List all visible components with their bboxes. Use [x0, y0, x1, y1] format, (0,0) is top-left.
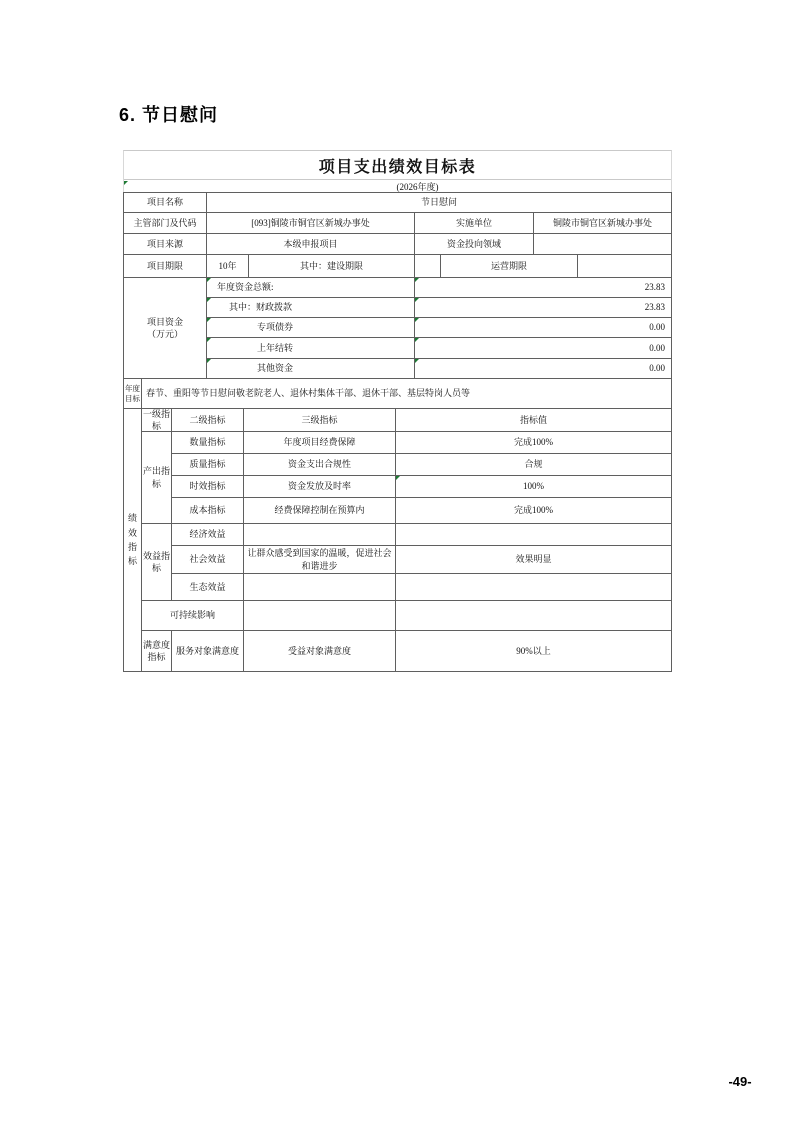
cell-indicator-secondary: 经济效益 — [172, 524, 243, 545]
cell-note-marker-icon — [207, 338, 211, 342]
fund-row-name-text: 专项债券 — [257, 322, 294, 333]
cell-annual-goal-label: 年度目标 — [124, 379, 141, 408]
cell-fund-field — [534, 234, 671, 254]
cell-satisfaction-label: 满意度指标 — [142, 631, 171, 671]
cell-note-marker-icon — [207, 318, 211, 322]
cell-implement-unit-label: 实施单位 — [415, 213, 533, 233]
cell-source: 本级申报项目 — [207, 234, 414, 254]
page-number: -49- — [728, 1074, 752, 1089]
table-title-block — [123, 150, 672, 192]
cell-indicators-side-label: 绩效指标 — [124, 409, 141, 671]
cell-duration: 10年 — [207, 255, 248, 277]
fund-row-name-text: 年度资金总额: — [217, 282, 274, 293]
fund-row-name-text: 上年结转 — [257, 342, 294, 353]
cell-indicator-secondary: 数量指标 — [172, 432, 243, 453]
cell-fund-row-name — [207, 318, 414, 337]
cell-benefit-label: 效益指标 — [142, 524, 171, 600]
cell-indicator-value: 90%以上 — [396, 631, 671, 671]
cell-department-label: 主管部门及代码 — [124, 213, 206, 233]
cell-indicator-tertiary: 让群众感受到国家的温暖，促进社会和谐进步 — [244, 546, 395, 573]
cell-note-marker-icon — [415, 318, 419, 322]
cell-fund-row-value — [415, 338, 671, 358]
cell-duration-label: 项目期限 — [124, 255, 206, 277]
cell-department: [093]铜陵市铜官区新城办事处 — [207, 213, 414, 233]
cell-note-marker-icon — [415, 338, 419, 342]
cell-indicator-value — [396, 524, 671, 545]
cell-fund-row-value — [415, 298, 671, 317]
cell-indicator-secondary: 社会效益 — [172, 546, 243, 573]
fund-row-value-text: 0.00 — [649, 363, 665, 374]
cell-indicator-tertiary — [244, 601, 395, 630]
cell-annual-goal-text: 春节、重阳等节日慰问敬老院老人、退休村集体干部、退休干部、基层特岗人员等 — [142, 379, 671, 408]
cell-fund-row-value — [415, 318, 671, 337]
cell-operation-label: 运营期限 — [441, 255, 577, 277]
cell-header-level2: 二级指标 — [172, 409, 243, 431]
table-subtitle — [124, 180, 671, 192]
cell-indicator-tertiary: 年度项目经费保障 — [244, 432, 395, 453]
cell-indicator-secondary: 时效指标 — [172, 476, 243, 497]
cell-project-name: 节日慰问 — [207, 193, 671, 212]
cell-fund-field-label: 资金投向领域 — [415, 234, 533, 254]
cell-construction — [415, 255, 440, 277]
cell-indicator-value: 效果明显 — [396, 546, 671, 573]
cell-project-name-label: 项目名称 — [124, 193, 206, 212]
cell-sustainable-label: 可持续影响 — [142, 601, 243, 630]
cell-fund-row-name — [207, 298, 414, 317]
cell-indicator-tertiary — [244, 574, 395, 600]
cell-indicator-tertiary: 资金支出合规性 — [244, 454, 395, 475]
fund-row-name-text: 其中：财政拨款 — [229, 302, 293, 313]
cell-construction-label: 其中：建设期限 — [249, 255, 414, 277]
cell-fund-row-name — [207, 338, 414, 358]
cell-indicator-value: 完成100% — [396, 432, 671, 453]
fund-row-value-text: 0.00 — [649, 322, 665, 333]
performance-target-table — [123, 192, 672, 672]
fund-row-name-text: 其他资金 — [257, 363, 294, 374]
cell-indicator-value — [396, 574, 671, 600]
cell-operation — [578, 255, 671, 277]
section-heading: 6. 节日慰问 — [119, 105, 219, 125]
cell-indicator-secondary: 成本指标 — [172, 498, 243, 523]
cell-note-marker-icon — [207, 298, 211, 302]
cell-indicator-value: 完成100% — [396, 498, 671, 523]
fund-row-value-text: 0.00 — [649, 342, 665, 353]
cell-note-marker-icon — [207, 278, 211, 282]
cell-implement-unit: 铜陵市铜官区新城办事处 — [534, 213, 671, 233]
cell-fund-row-value — [415, 278, 671, 297]
fund-row-value-text: 23.83 — [644, 302, 665, 313]
table-subtitle-text: (2026年度) — [396, 181, 439, 192]
cell-indicator-tertiary: 资金发放及时率 — [244, 476, 395, 497]
cell-note-marker-icon — [396, 476, 400, 480]
cell-indicator-secondary: 质量指标 — [172, 454, 243, 475]
cell-note-marker-icon — [415, 298, 419, 302]
cell-header-level1: 一级指标 — [142, 409, 170, 431]
cell-output-label: 产出指标 — [142, 432, 171, 523]
cell-header-value: 指标值 — [396, 409, 671, 431]
cell-fund-row-name — [207, 278, 414, 297]
table-title: 项目支出绩效目标表 — [124, 151, 671, 180]
cell-indicator-secondary: 生态效益 — [172, 574, 243, 600]
cell-note-marker-icon — [207, 359, 211, 363]
cell-note-marker-icon — [415, 359, 419, 363]
cell-source-label: 项目来源 — [124, 234, 206, 254]
cell-indicator-value — [396, 476, 671, 497]
fund-row-value-text: 23.83 — [644, 282, 665, 293]
cell-indicator-tertiary: 受益对象满意度 — [244, 631, 395, 671]
indicator-value-text: 100% — [523, 481, 544, 492]
cell-indicator-tertiary: 经费保障控制在预算内 — [244, 498, 395, 523]
cell-indicator-value — [396, 601, 671, 630]
cell-fund-row-name — [207, 359, 414, 378]
cell-indicator-value: 合规 — [396, 454, 671, 475]
funds-label-text: 项目资金（万元） — [146, 316, 183, 339]
cell-header-level3: 三级指标 — [244, 409, 395, 431]
cell-indicator-tertiary — [244, 524, 395, 545]
cell-funds-label — [124, 278, 206, 378]
cell-note-marker-icon — [415, 278, 419, 282]
cell-fund-row-value — [415, 359, 671, 378]
cell-note-marker-icon — [124, 181, 128, 185]
cell-indicator-secondary: 服务对象满意度 — [172, 631, 243, 671]
